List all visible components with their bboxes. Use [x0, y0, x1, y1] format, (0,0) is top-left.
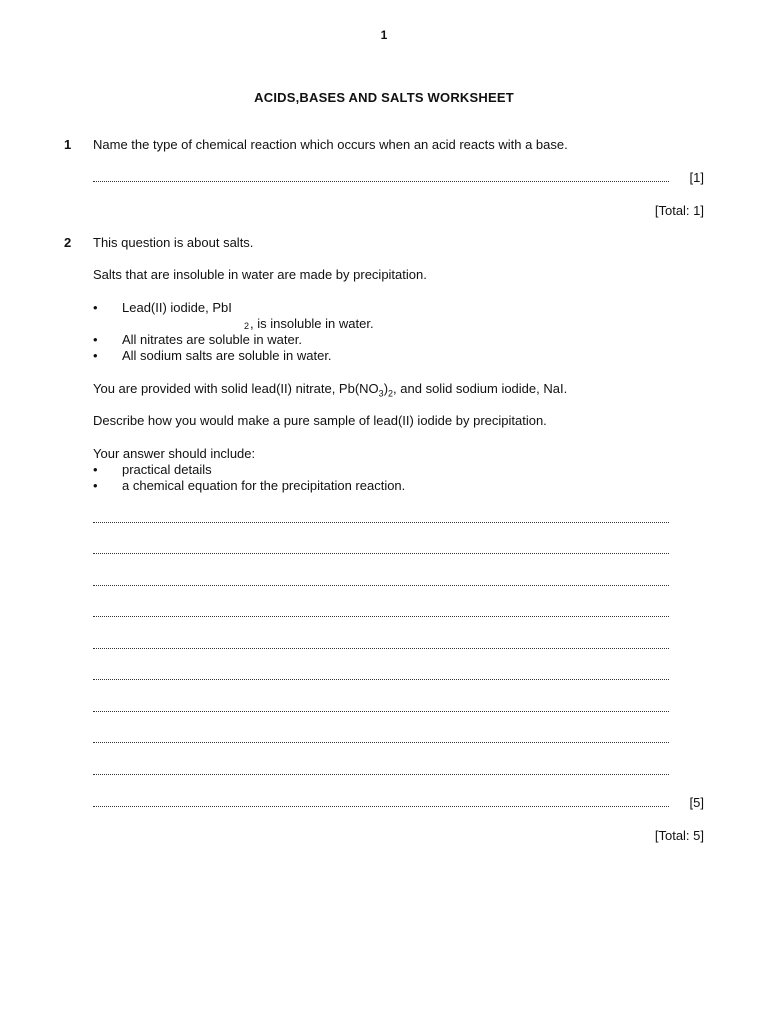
answer-should-include: Your answer should include: — [93, 446, 256, 461]
answer-line-q2[interactable] — [93, 711, 669, 712]
question-2-intro: This question is about salts. — [93, 235, 254, 250]
bullet-marker: • — [93, 300, 98, 315]
answer-line-q1[interactable] — [93, 181, 669, 182]
bullet-1-text-a: Lead(II) iodide, PbI — [122, 300, 232, 315]
bullet-2-text: All nitrates are soluble in water. — [122, 332, 302, 347]
answer-line-q2[interactable] — [93, 774, 669, 775]
question-1-total: [Total: 1] — [654, 203, 704, 218]
page-number: 1 — [380, 28, 388, 42]
bullet-marker: • — [93, 332, 98, 347]
answer-line-q2[interactable] — [93, 553, 669, 554]
provided-subscript-2: 2 — [388, 388, 394, 399]
answer-line-q2[interactable] — [93, 648, 669, 649]
question-1-marks: [1] — [689, 170, 704, 185]
describe-instruction: Describe how you would make a pure sample of lead(II) iodide by precipitation. — [93, 413, 547, 428]
question-1-number: 1 — [64, 137, 72, 152]
include-item-1: practical details — [122, 462, 212, 477]
provided-reagents-line — [93, 381, 568, 399]
bullet-1-text-b: , is insoluble in water. — [250, 316, 374, 331]
bullet-marker: • — [93, 478, 98, 493]
provided-text-c: , and solid sodium iodide, NaI. — [393, 381, 568, 396]
provided-text-b: ) — [383, 381, 389, 396]
include-item-2: a chemical equation for the precipitation reaction. — [122, 478, 406, 493]
answer-line-q2[interactable] — [93, 742, 669, 743]
worksheet-title: ACIDS,BASES AND SALTS WORKSHEET — [254, 90, 514, 105]
bullet-marker: • — [93, 348, 98, 363]
provided-subscript-1: 3 — [378, 388, 384, 399]
answer-line-q2[interactable] — [93, 679, 669, 680]
question-2-number: 2 — [64, 235, 72, 250]
bullet-marker: • — [93, 462, 98, 477]
question-2-total: [Total: 5] — [654, 828, 704, 843]
question-1-text: Name the type of chemical reaction which occurs when an acid reacts with a base. — [93, 137, 568, 152]
bullet-3-text: All sodium salts are soluble in water. — [122, 348, 332, 363]
provided-text-a: You are provided with solid lead(II) nitrate, Pb(NO — [93, 381, 379, 396]
question-2-marks: [5] — [689, 795, 704, 810]
bullet-1-subscript: 2 — [244, 321, 250, 331]
answer-line-q2[interactable] — [93, 806, 669, 807]
answer-line-q2[interactable] — [93, 585, 669, 586]
question-2-precipitation-note: Salts that are insoluble in water are made by precipitation. — [93, 267, 427, 282]
answer-line-q2[interactable] — [93, 522, 669, 523]
answer-line-q2[interactable] — [93, 616, 669, 617]
